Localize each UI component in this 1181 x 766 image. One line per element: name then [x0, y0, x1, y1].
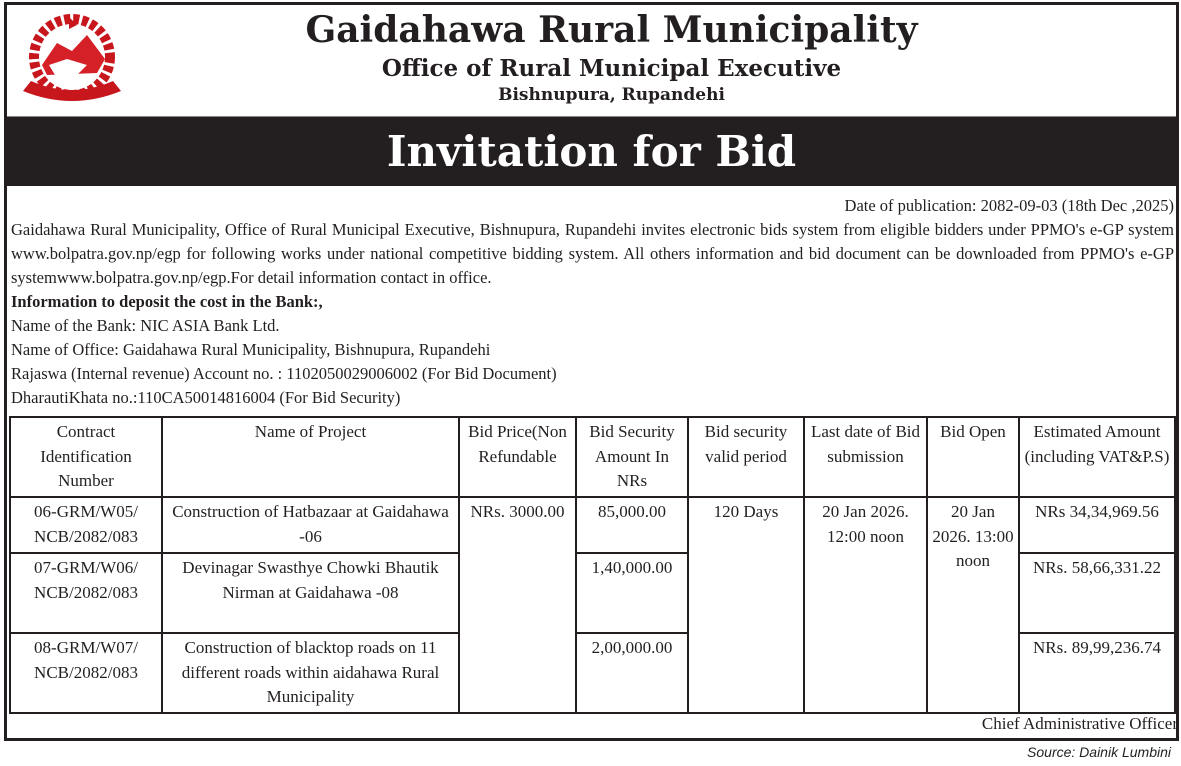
source-credit: Source: Dainik Lumbini: [1027, 744, 1171, 760]
office-name: Name of Office: Gaidahawa Rural Municipality, Bishnupura, Rupandehi: [11, 340, 491, 359]
project-name: Construction of blacktop roads on 11 different roads within aidahawa Rural Municipality: [162, 633, 459, 713]
office-subtitle: Office of Rural Municipal Executive: [381, 55, 842, 82]
project-name: Devinagar Swasthye Chowki Bhautik Nirman at Gaidahawa -08: [162, 553, 459, 633]
address: Bishnupura, Rupandehi: [498, 85, 725, 105]
bid-price: NRs. 3000.00: [459, 497, 576, 713]
intro-paragraph: Gaidahawa Rural Municipality, Office of Rural Municipal Executive, Bishnupura, Rupandehi invites electronic bids system from eligible bidders under PPMO's e-GP system www.bolpatra.gov.np/egp for following works under national competitive bidding system. All others information and bid document can be downloaded from PPMO's e-GP systemwww.bolpatra.gov.np/egp.For detail information contact in office.: [11, 220, 1174, 287]
dharauti-account: DharautiKhata no.:110CA50014816004 (For Bid Security): [11, 388, 401, 407]
valid-period: 120 Days: [688, 497, 804, 713]
bid-security: 85,000.00: [576, 497, 688, 553]
estimated-amount: NRs. 89,99,236.74: [1019, 633, 1175, 713]
publication-date: Date of publication: 2082-09-03 (18th Dec ,2025): [844, 196, 1174, 215]
col-header: Bid security valid period: [688, 417, 804, 497]
col-header: Contract Identification Number: [10, 417, 162, 497]
contract-id: 06-GRM/W05/ NCB/2082/083: [10, 497, 162, 553]
bid-security: 1,40,000.00: [576, 553, 688, 633]
table-row: [10, 497, 1175, 553]
header: [7, 5, 1176, 115]
bid-open: 20 Jan 2026. 13:00 noon: [927, 497, 1019, 713]
estimated-amount: NRs 34,34,969.56: [1019, 497, 1175, 553]
project-name: Construction of Hatbazaar at Gaidahawa -06: [162, 497, 459, 553]
municipality-title: Gaidahawa Rural Municipality: [305, 9, 918, 51]
bank-heading: Information to deposit the cost in the Bank:,: [11, 292, 323, 311]
revenue-account: Rajaswa (Internal revenue) Account no. : 1102050029006002 (For Bid Document): [11, 364, 557, 383]
col-header: Bid Security Amount In NRs: [576, 417, 688, 497]
notice-body: [11, 194, 1174, 410]
estimated-amount: NRs. 58,66,331.22: [1019, 553, 1175, 633]
bid-security: 2,00,000.00: [576, 633, 688, 713]
notice-frame: [4, 2, 1179, 741]
col-header: Bid Open: [927, 417, 1019, 497]
contract-id: 08-GRM/W07/ NCB/2082/083: [10, 633, 162, 713]
last-date: 20 Jan 2026. 12:00 noon: [804, 497, 927, 713]
bank-name: Name of the Bank: NIC ASIA Bank Ltd.: [11, 316, 280, 335]
contract-id: 07-GRM/W06/ NCB/2082/083: [10, 553, 162, 633]
col-header: Name of Project: [162, 417, 459, 497]
col-header: Bid Price(Non Refundable: [459, 417, 576, 497]
notice-banner: Invitation for Bid: [7, 116, 1176, 186]
col-header: Last date of Bid submission: [804, 417, 927, 497]
bid-table: [9, 416, 1176, 714]
col-header: Estimated Amount (including VAT&P.S): [1019, 417, 1175, 497]
table-header-row: [10, 417, 1175, 497]
signatory: Chief Administrative Officer: [981, 714, 1178, 733]
